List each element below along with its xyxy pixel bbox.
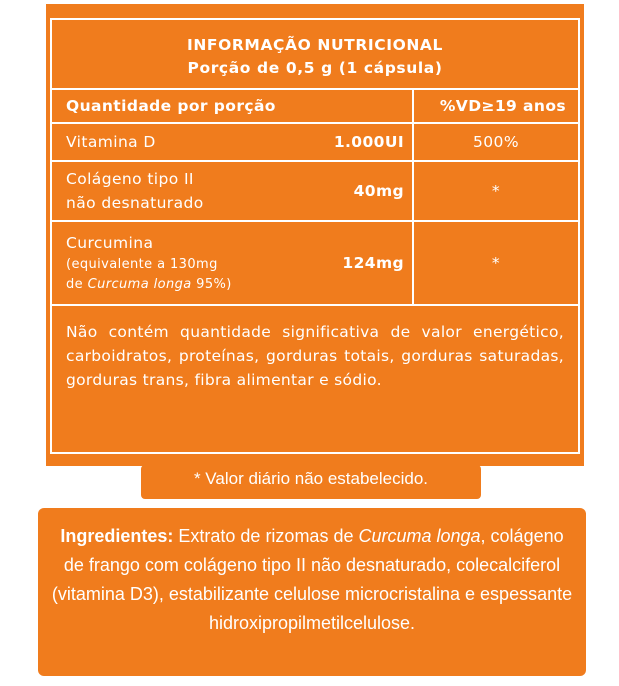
nutrient-dv: * [491, 182, 501, 200]
nutrient-name [66, 231, 232, 295]
note-prefix: de [66, 277, 88, 292]
ingredients-text [38, 508, 586, 676]
ingredients-part: Extrato de rizomas de [173, 526, 359, 546]
table-title: INFORMAÇÃO NUTRICIONAL [186, 36, 443, 54]
nutrition-table [50, 18, 580, 454]
nutrient-dv: * [491, 254, 501, 272]
nutrient-note-line: (equivalente a 130mg [66, 257, 218, 272]
nutrient-name-line: Colágeno tipo II [66, 170, 194, 188]
note-suffix: 95%) [191, 277, 232, 292]
note-italic: Curcuma longa [87, 277, 192, 292]
nutrient-note-line [66, 275, 232, 295]
column-header-row [52, 90, 578, 124]
table-row [52, 162, 578, 222]
nutrient-name: Vitamina D [66, 133, 156, 151]
nutrient-amount: 40mg [353, 182, 404, 200]
quantity-column-header: Quantidade por porção [66, 97, 276, 115]
table-row [52, 222, 578, 306]
nutrient-name-line: não desnaturado [66, 194, 204, 212]
ingredients-italic: Curcuma longa [358, 526, 481, 546]
nutrient-name [66, 167, 204, 215]
nutrient-name-line: Curcumina [66, 234, 154, 252]
daily-value-note: * Valor diário não estabelecido. [141, 465, 481, 499]
nutrient-dv: 500% [473, 133, 519, 151]
serving-size: Porção de 0,5 g (1 cápsula) [187, 59, 443, 77]
ingredients-label: Ingredientes: [60, 526, 174, 546]
nutrient-amount: 1.000UI [333, 133, 404, 151]
table-header [52, 20, 578, 90]
table-row [52, 124, 578, 162]
ingredients-part: , colágeno de frango com colágeno tipo II não desnaturado, colecalciferol (vitamina D3), estabilizante celulose microcristalina e espessante hidroxipropilmetilcelulose. [51, 526, 573, 633]
nutrient-amount: 124mg [342, 254, 404, 272]
dv-column-header: %VD≥19 anos [439, 97, 566, 115]
table-footnote: Não contém quantidade significativa de valor energético, carboidratos, proteínas, gorduras totais, gorduras saturadas, gorduras trans, fibra alimentar e sódio. [66, 323, 564, 389]
